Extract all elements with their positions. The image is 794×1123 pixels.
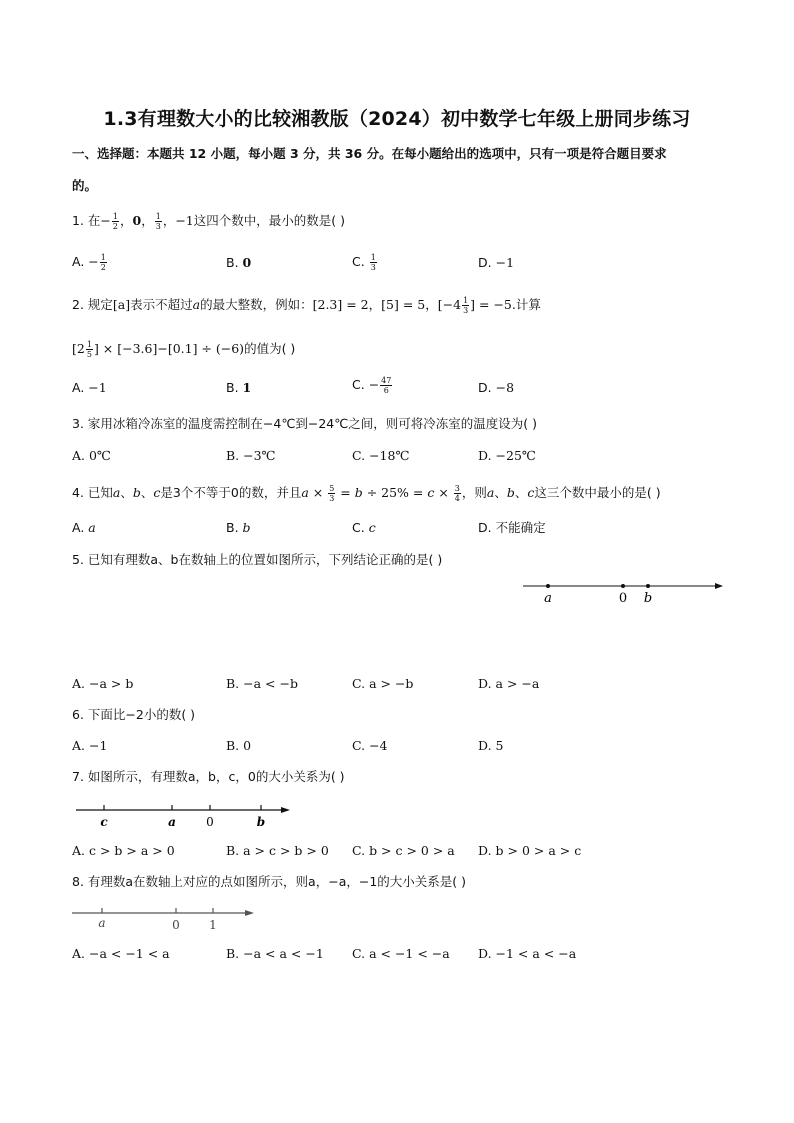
fraction: $\frac{1}{2}$ [112,212,118,231]
q1-option-c[interactable]: C. $\frac{1}{3}$ [352,253,376,272]
q2-option-b[interactable]: B. 1 [226,380,252,395]
q6-option-c[interactable]: C. −4 [352,738,388,753]
q7-number-line [74,802,296,832]
page-title: 1.3有理数大小的比较湘教版（2024）初中数学七年级上册同步练习 [103,108,691,130]
q1-option-a[interactable]: A. − $\frac{1}{2}$ [72,253,106,272]
label-0: 0 [206,815,214,829]
fraction: $\frac{1}{5}$ [86,340,92,359]
label-b: b [643,591,653,606]
section-instructions-cont: 的。 [72,178,98,193]
question-6: 6. 下面比−2小的数( ) [72,707,196,722]
q8-option-b[interactable]: B. −a < a < −1 [226,946,324,961]
fraction: $\frac{1}{3}$ [370,253,376,272]
label-b: b [256,815,266,829]
fraction: $\frac{47}{6}$ [381,376,392,395]
q8-option-a[interactable]: A. −a < −1 < a [72,946,170,961]
question-3: 3. 家用冰箱冷冻室的温度需控制在−4℃到−24℃之间，则可将冷冻室的温度设为( ) [72,416,538,431]
label-1: 1 [209,918,217,932]
q6-option-a[interactable]: A. −1 [72,738,108,753]
fraction: $\frac{1}{2}$ [100,253,106,272]
question-1: 1. 在− $\frac{1}{2}$ ，0， $\frac{1}{3}$ ，−1这四个数中，最小的数是( ) [72,212,345,231]
q3-option-a[interactable]: A. 0℃ [72,448,111,463]
q4-option-a[interactable]: A. a [72,520,96,535]
fraction: $\frac{5}{3}$ [329,484,335,503]
q5-option-b[interactable]: B. −a < −b [226,676,298,691]
label-a: a [98,916,106,930]
question-2-cont: [2 $\frac{1}{5}$ ] × [−3.6]−[0.1] ÷ (−6)的值为( ) [72,340,296,359]
label-a: a [168,815,176,829]
arrow-head [245,910,254,916]
arrow-head [281,807,290,813]
q1-option-d[interactable]: D. −1 [478,255,515,270]
q2-option-a[interactable]: A. −1 [72,380,107,395]
point-0 [621,584,625,588]
q7-option-c[interactable]: C. b > c > 0 > a [352,843,455,858]
label-a: a [544,591,552,606]
point-b [646,584,650,588]
q7-option-d[interactable]: D. b > 0 > a > c [478,843,582,858]
q4-option-c[interactable]: C. c [352,520,376,535]
label-0: 0 [172,918,180,932]
arrow-head [715,583,723,589]
q5-option-d[interactable]: D. a > −a [478,676,540,691]
q4-option-b[interactable]: B. b [226,520,251,535]
fraction: $\frac{1}{3}$ [155,212,161,231]
question-2: 2. 规定[a]表示不超过a的最大整数，例如：[2.3] = 2，[5] = 5，[−4 $\frac{1}{3}$ ] = −5.计算 [72,296,541,315]
q7-option-b[interactable]: B. a > c > b > 0 [226,843,329,858]
question-5: 5. 已知有理数a、b在数轴上的位置如图所示，下列结论正确的是( ) [72,552,443,567]
label-0: 0 [618,591,628,606]
question-4: 4. 已知a、b、c是3个不等于0的数，并且a × $\frac{5}{3}$ = b ÷ 25% = c × $\frac{3}{4}$ ，则a、b、c这三个数中最小的是( ) [72,484,661,503]
q3-option-d[interactable]: D. −25℃ [478,448,536,463]
fraction: $\frac{3}{4}$ [454,484,460,503]
q7-option-a[interactable]: A. c > b > a > 0 [72,843,175,858]
q3-option-b[interactable]: B. −3℃ [226,448,276,463]
section-instructions: 一、选择题：本题共 12 小题，每小题 3 分，共 36 分。在每小题给出的选项中，只有一项是符合题目要求 [72,146,667,161]
q5-option-a[interactable]: A. −a > b [72,676,134,691]
question-8: 8. 有理数a在数轴上对应的点如图所示，则a，−a，−1的大小关系是( ) [72,874,467,889]
q2-option-d[interactable]: D. −8 [478,380,515,395]
q8-option-d[interactable]: D. −1 < a < −a [478,946,577,961]
q6-option-b[interactable]: B. 0 [226,738,252,753]
q5-number-line [520,576,725,608]
q1-option-b[interactable]: B. 0 [226,255,252,270]
fraction: $\frac{1}{3}$ [463,296,469,315]
q3-option-c[interactable]: C. −18℃ [352,448,410,463]
q8-number-line [70,905,260,933]
q4-option-d[interactable]: D. 不能确定 [478,520,546,535]
q8-option-c[interactable]: C. a < −1 < −a [352,946,450,961]
question-7: 7. 如图所示，有理数a，b，c，0的大小关系为( ) [72,769,345,784]
point-a [546,584,550,588]
label-c: c [100,815,108,829]
q6-option-d[interactable]: D. 5 [478,738,504,753]
q5-option-c[interactable]: C. a > −b [352,676,414,691]
q2-option-c[interactable]: C. − $\frac{47}{6}$ [352,376,392,395]
